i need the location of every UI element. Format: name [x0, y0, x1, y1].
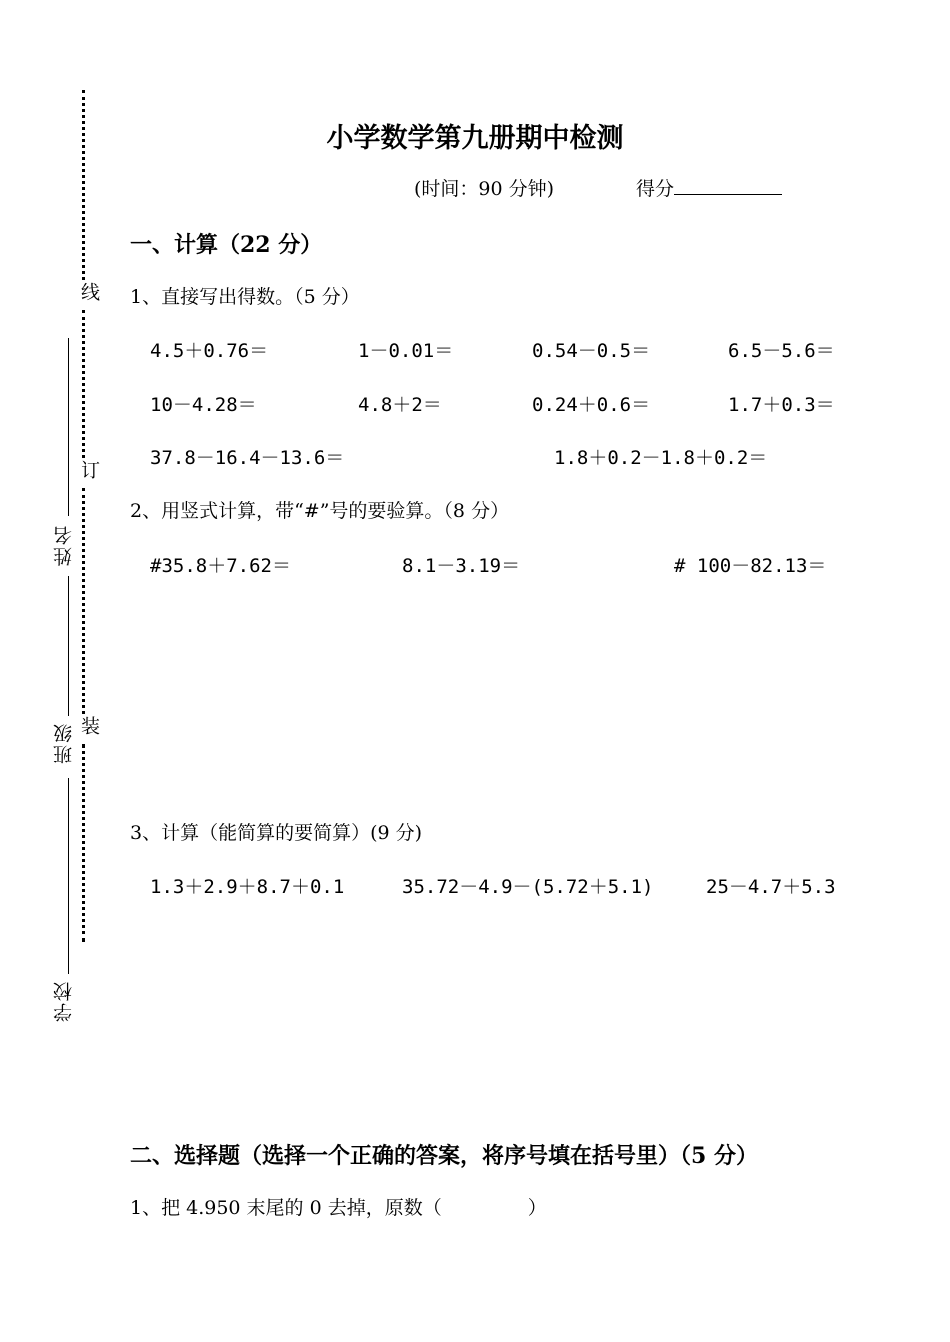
q1-expr: 4.5＋0.76＝	[150, 340, 269, 362]
s2-q1	[130, 1193, 547, 1220]
binding-dotted-line-mid1	[82, 310, 85, 458]
page-title: 小学数学第九册期中检测	[326, 123, 624, 154]
q3-expr: 1.3＋2.9＋8.7＋0.1	[150, 876, 345, 898]
name-field-line-top	[68, 338, 69, 516]
q1-expr: 4.8＋2＝	[358, 394, 442, 416]
q1-expr: 1.8＋0.2－1.8＋0.2＝	[554, 447, 768, 469]
s2-q1-label: 1、把 4.950 末尾的 0 去掉，原数（	[130, 1197, 442, 1219]
q1-expr: 0.54－0.5＝	[532, 340, 651, 362]
score-label: 得分	[636, 178, 675, 200]
exam-time: (时间：90 分钟)	[414, 178, 555, 200]
q1-expr: 6.5－5.6＝	[728, 340, 835, 362]
q1-expr: 1.7＋0.3＝	[728, 394, 835, 416]
q2-label: 2、用竖式计算，带“#”号的要验算。（8 分）	[130, 500, 510, 522]
binding-label-order: 订	[78, 460, 100, 481]
score-field	[636, 174, 782, 201]
q3-label: 3、计算（能简算的要简算）(9 分)	[130, 822, 423, 844]
score-blank[interactable]	[674, 176, 782, 195]
name-field-line-bottom	[68, 576, 69, 716]
section2-heading: 二、选择题（选择一个正确的答案，将序号填在括号里）（5 分）	[130, 1143, 758, 1169]
binding-label-line: 线	[78, 282, 100, 303]
q1-expr: 1－0.01＝	[358, 340, 454, 362]
section1-heading: 一、计算（22 分）	[130, 232, 323, 258]
q1-expr: 10－4.28＝	[150, 394, 257, 416]
school-field-label: 学校	[53, 980, 75, 1022]
q2-expr: #35.8＋7.62＝	[150, 555, 291, 577]
q2-expr: 8.1－3.19＝	[402, 555, 521, 577]
name-field-label: 姓名	[53, 524, 75, 566]
q3-expr: 25－4.7＋5.3	[706, 876, 836, 898]
q2-expr: # 100－82.13＝	[674, 555, 827, 577]
q1-expr: 37.8－16.4－13.6＝	[150, 447, 345, 469]
binding-dotted-line-bottom	[82, 744, 85, 942]
class-field-label: 班级	[53, 722, 75, 764]
q3-expr: 35.72－4.9－(5.72＋5.1)	[402, 876, 654, 898]
q1-expr: 0.24＋0.6＝	[532, 394, 651, 416]
binding-dotted-line-mid2	[82, 488, 85, 714]
s2-q1-close: ）	[527, 1197, 547, 1219]
q1-label: 1、直接写出得数。（5 分）	[130, 286, 360, 308]
class-field-line	[68, 778, 69, 974]
binding-label-bind: 装	[78, 716, 100, 737]
